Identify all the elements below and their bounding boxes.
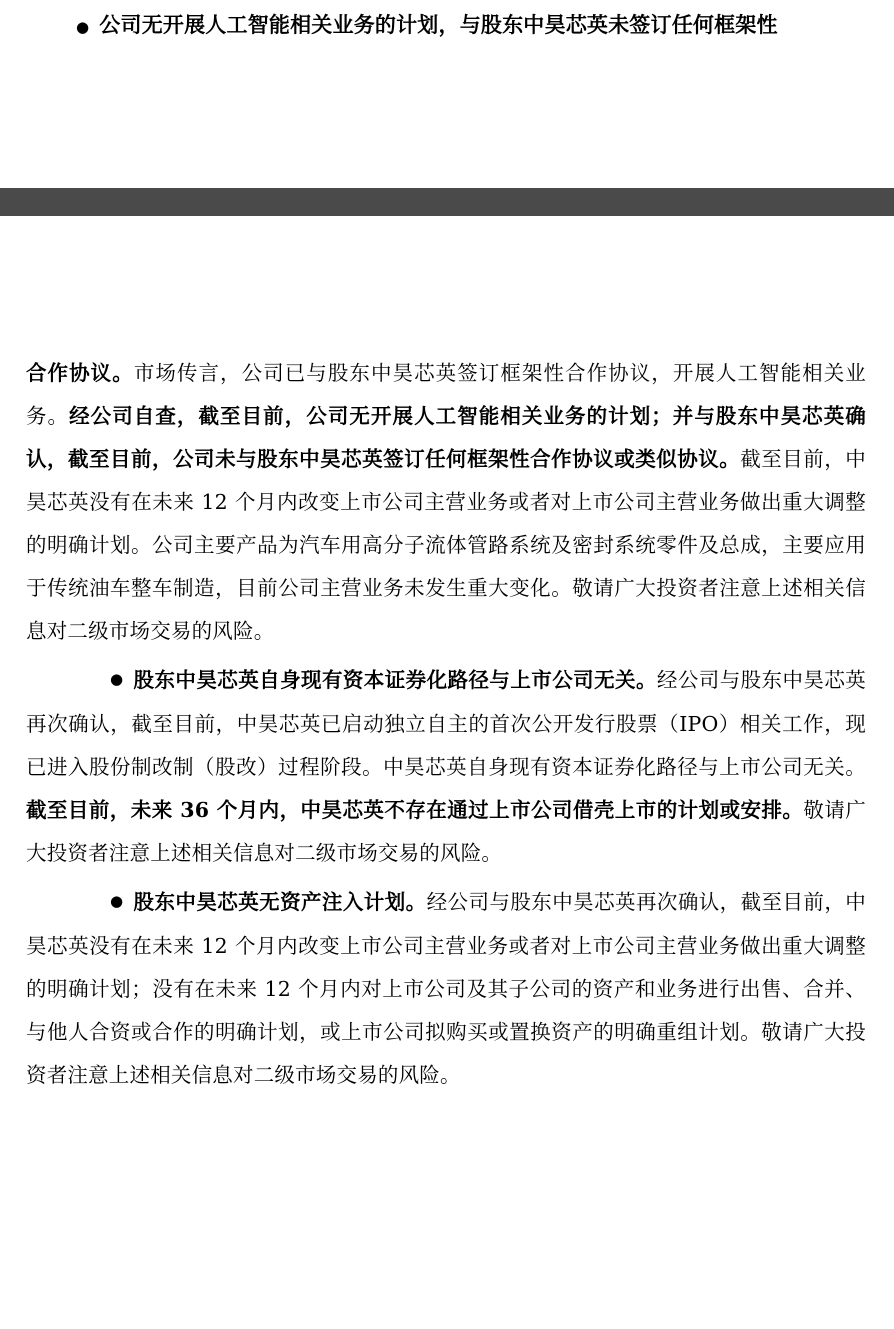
emphasis-text: 股东中昊芯英自身现有资本证券化路径与上市公司无关。	[133, 668, 657, 692]
body-text: 截至目前，中昊芯英没有在未来 12 个月内改变上市公司主营业务或者对上市公司主营业务做出重大调整的明确计划。公司主要产品为汽车用高分子流体管路系统及密封系统零件及总成，主要应用于传统油车整车制造，目前公司主营业务未发生重大变化。敬请广大投资者注意上述相关信息对二级市场交易的风险。	[26, 447, 866, 643]
document-body	[0, 352, 894, 1103]
emphasis-text: 合作协议。	[26, 361, 134, 385]
paragraph	[26, 352, 866, 653]
body-text: 敬请广大投资者注意上述相关信息对二级市场交易的风险。	[26, 798, 866, 865]
top-fragment-text: 公司无开展人工智能相关业务的计划，与股东中昊芯英未签订任何框架性	[99, 12, 778, 37]
body-text: 经公司与股东中昊芯英再次确认，截至目前，中昊芯英已启动独立自主的首次公开发行股票（IPO）相关工作，现已进入股份制改制（股改）过程阶段。中昊芯英自身现有资本证券化路径与上市公司无关。	[26, 668, 866, 779]
bullet-icon: ●	[110, 670, 124, 688]
top-fragment-line	[0, 8, 894, 44]
emphasis-text: 经公司自查，截至目前，公司无开展人工智能相关业务的计划；并与股东中昊芯英确认，截至目前，公司未与股东中昊芯英签订任何框架性合作协议或类似协议。	[26, 404, 866, 471]
paragraph-list	[26, 352, 866, 1097]
paragraph	[26, 881, 866, 1097]
body-text: 市场传言，公司已与股东中昊芯英签订框架性合作协议，开展人工智能相关业务。	[26, 361, 866, 428]
bullet-icon: ●	[110, 892, 124, 910]
scan-artifact-band	[0, 188, 894, 216]
bullet-icon: ●	[76, 17, 90, 36]
paragraph	[26, 659, 866, 875]
emphasis-text: 股东中昊芯英无资产注入计划。	[133, 890, 427, 914]
emphasis-text: 截至目前，未来 36 个月内，中昊芯英不存在通过上市公司借壳上市的计划或安排。	[26, 798, 804, 822]
body-text: 经公司与股东中昊芯英再次确认，截至目前，中昊芯英没有在未来 12 个月内改变上市公司主营业务或者对上市公司主营业务做出重大调整的明确计划；没有在未来 12 个月内对上市公司及其子公司的资产和业务进行出售、合并、与他人合资或合作的明确计划，或上市公司拟购买或置换资产的明确重组计划。敬请广大投资者注意上述相关信息对二级市场交易的风险。	[26, 890, 866, 1087]
